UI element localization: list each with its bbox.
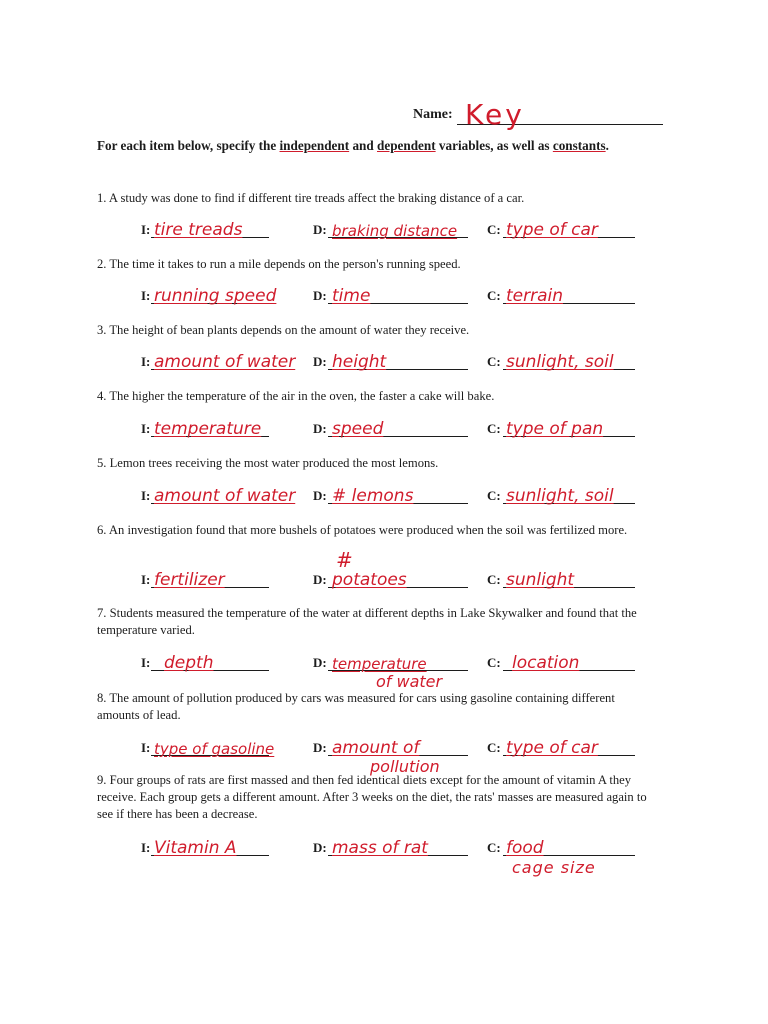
question-4-text: 4. The higher the temperature of the air in the oven, the faster a cake will bake. [97,389,495,403]
constants-label: C: [487,354,501,369]
dependent-label: D: [313,222,327,237]
question-7-text: 7. Students measured the temperature of the water at different depths in Lake Skywalker and found that the temperature varied. [97,606,637,637]
dependent-label: D: [313,840,327,855]
name-value: Key [465,98,525,131]
dependent-answer: temperature [332,655,427,673]
instructions-text: and [349,138,377,153]
constants-label: C: [487,655,501,670]
independent-answer: amount of water [154,352,296,372]
constants-label: C: [487,488,501,503]
constants-answer: type of car [506,220,598,240]
independent-answer: depth [164,653,214,673]
constants-answer: type of pan [506,419,604,439]
independent-label: I: [141,740,151,755]
independent-label: I: [141,840,151,855]
instructions-text: variables, as well as [435,138,553,153]
dependent-label: D: [313,740,327,755]
constants-answer: sunlight [506,570,575,590]
instructions [97,138,677,154]
question-5-text: 5. Lemon trees receiving the most water produced the most lemons. [97,456,439,470]
dependent-label: D: [313,488,327,503]
independent-label: I: [141,572,151,587]
answer-row-5 [0,478,768,510]
independent-label: I: [141,655,151,670]
independent-label: I: [141,354,151,369]
constants-label: C: [487,740,501,755]
constants-label: C: [487,288,501,303]
instructions-independent: independent [279,138,350,153]
constants-answer: food [506,838,544,858]
constants-answer-line2: cage size [512,858,596,877]
answer-row-3 [0,344,768,376]
constants-answer: location [512,653,580,673]
answer-row-4 [0,411,768,443]
independent-label: I: [141,222,151,237]
constants-label: C: [487,572,501,587]
independent-answer: Vitamin A [154,838,237,858]
dependent-answer: potatoes [332,570,407,590]
independent-answer: type of gasoline [154,740,275,758]
independent-answer: amount of water [154,486,296,506]
independent-answer: fertilizer [154,570,225,590]
question-3-text: 3. The height of bean plants depends on the amount of water they receive. [97,323,470,337]
question-2-text: 2. The time it takes to run a mile depends on the person's running speed. [97,257,461,271]
dependent-label: D: [313,421,327,436]
dependent-label: D: [313,572,327,587]
dependent-label: D: [313,655,327,670]
dependent-label: D: [313,354,327,369]
instructions-constants: constants [552,138,606,153]
dependent-answer: time [332,286,371,306]
answer-row-9 [0,830,768,862]
dependent-answer-line2: pollution [370,757,440,776]
constants-label: C: [487,840,501,855]
dependent-answer: speed [332,419,384,439]
constants-answer: sunlight, soil [506,486,614,506]
question-8-text: 8. The amount of pollution produced by cars was measured for cars using gasoline containing different amounts of lead. [97,691,615,722]
answer-row-2 [0,278,768,310]
dependent-answer: height [332,352,387,372]
instructions-dependent: dependent [377,138,436,153]
independent-answer: temperature [154,419,262,439]
constants-answer: sunlight, soil [506,352,614,372]
independent-answer: running speed [154,286,277,306]
independent-label: I: [141,288,151,303]
name-field [413,95,663,131]
question-6-text: 6. An investigation found that more bushels of potatoes were produced when the soil was fertilized more. [97,523,628,537]
dependent-answer: amount of [332,738,420,758]
constants-answer: terrain [506,286,564,306]
answer-row-1 [0,212,768,244]
independent-label: I: [141,421,151,436]
constants-answer: type of car [506,738,598,758]
dependent-answer-prefix: # [336,548,353,572]
instructions-text: . [605,138,609,153]
answer-row-6 [0,562,768,594]
question-9-text: 9. Four groups of rats are first massed and then fed identical diets except for the amount of vitamin A they receive. Each group gets a different amount. After 3 weeks on the diet, the rats' masses are measured again to see if there has been a decrease. [97,773,647,821]
dependent-label: D: [313,288,327,303]
constants-label: C: [487,222,501,237]
independent-label: I: [141,488,151,503]
dependent-answer: braking distance [332,222,458,240]
dependent-answer-line2: of water [376,672,443,691]
instructions-text: For each item below, specify the [97,138,280,153]
dependent-answer: # lemons [332,486,414,506]
question-1-text: 1. A study was done to find if different tire treads affect the braking distance of a car. [97,191,525,205]
independent-answer: tire treads [154,220,243,240]
constants-label: C: [487,421,501,436]
name-label: Name: [413,107,453,122]
dependent-answer: mass of rat [332,838,428,858]
